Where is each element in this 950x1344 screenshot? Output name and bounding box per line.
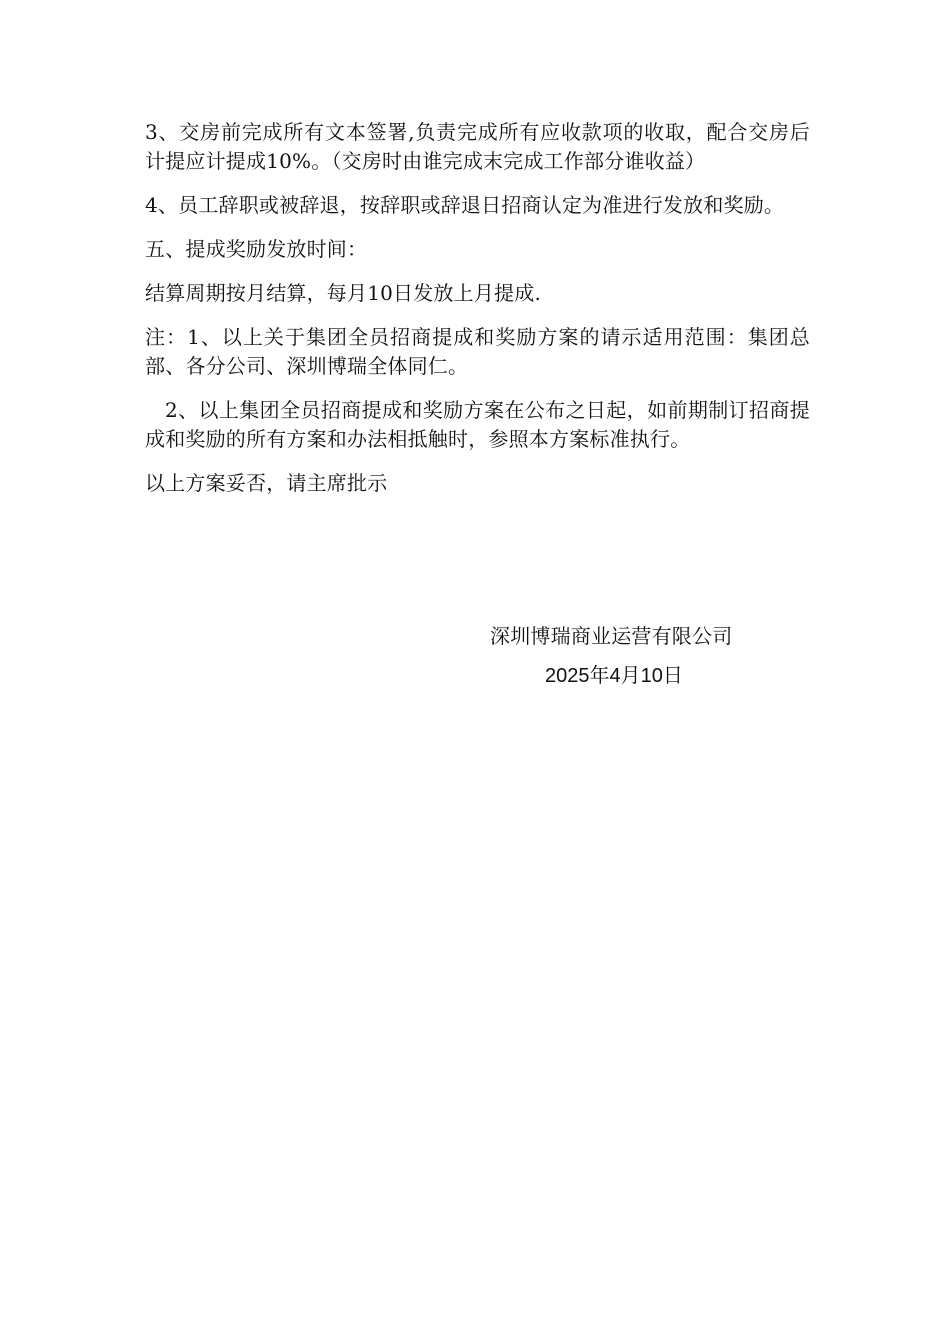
document-body	[145, 118, 810, 513]
note-1: 注：1、以上关于集团全员招商提成和奖励方案的请示适用范围：集团总部、各分公司、深圳博瑞全体同仁。	[145, 325, 810, 378]
paragraph-item-4: 4、员工辞职或被辞退，按辞职或辞退日招商认定为准进行发放和奖励。	[145, 193, 785, 217]
section-five-heading: 五、提成奖励发放时间：	[145, 237, 368, 261]
paragraph-item-3: 3、交房前完成所有文本签署,负责完成所有应收款项的收取，配合交房后计提应计提成10%。（交房时由谁完成末完成工作部分谁收益）	[145, 120, 810, 173]
signature-company: 深圳博瑞商业运营有限公司	[490, 624, 733, 648]
closing-request: 以上方案妥否，请主席批示	[145, 471, 388, 495]
note-2: 2、以上集团全员招商提成和奖励方案在公布之日起，如前期制订招商提成和奖励的所有方案和办法相抵触时，参照本方案标准执行。	[145, 398, 810, 451]
settlement-text: 结算周期按月结算，每月10日发放上月提成.	[145, 281, 542, 305]
signature-date: 2025年4月10日	[545, 665, 683, 687]
